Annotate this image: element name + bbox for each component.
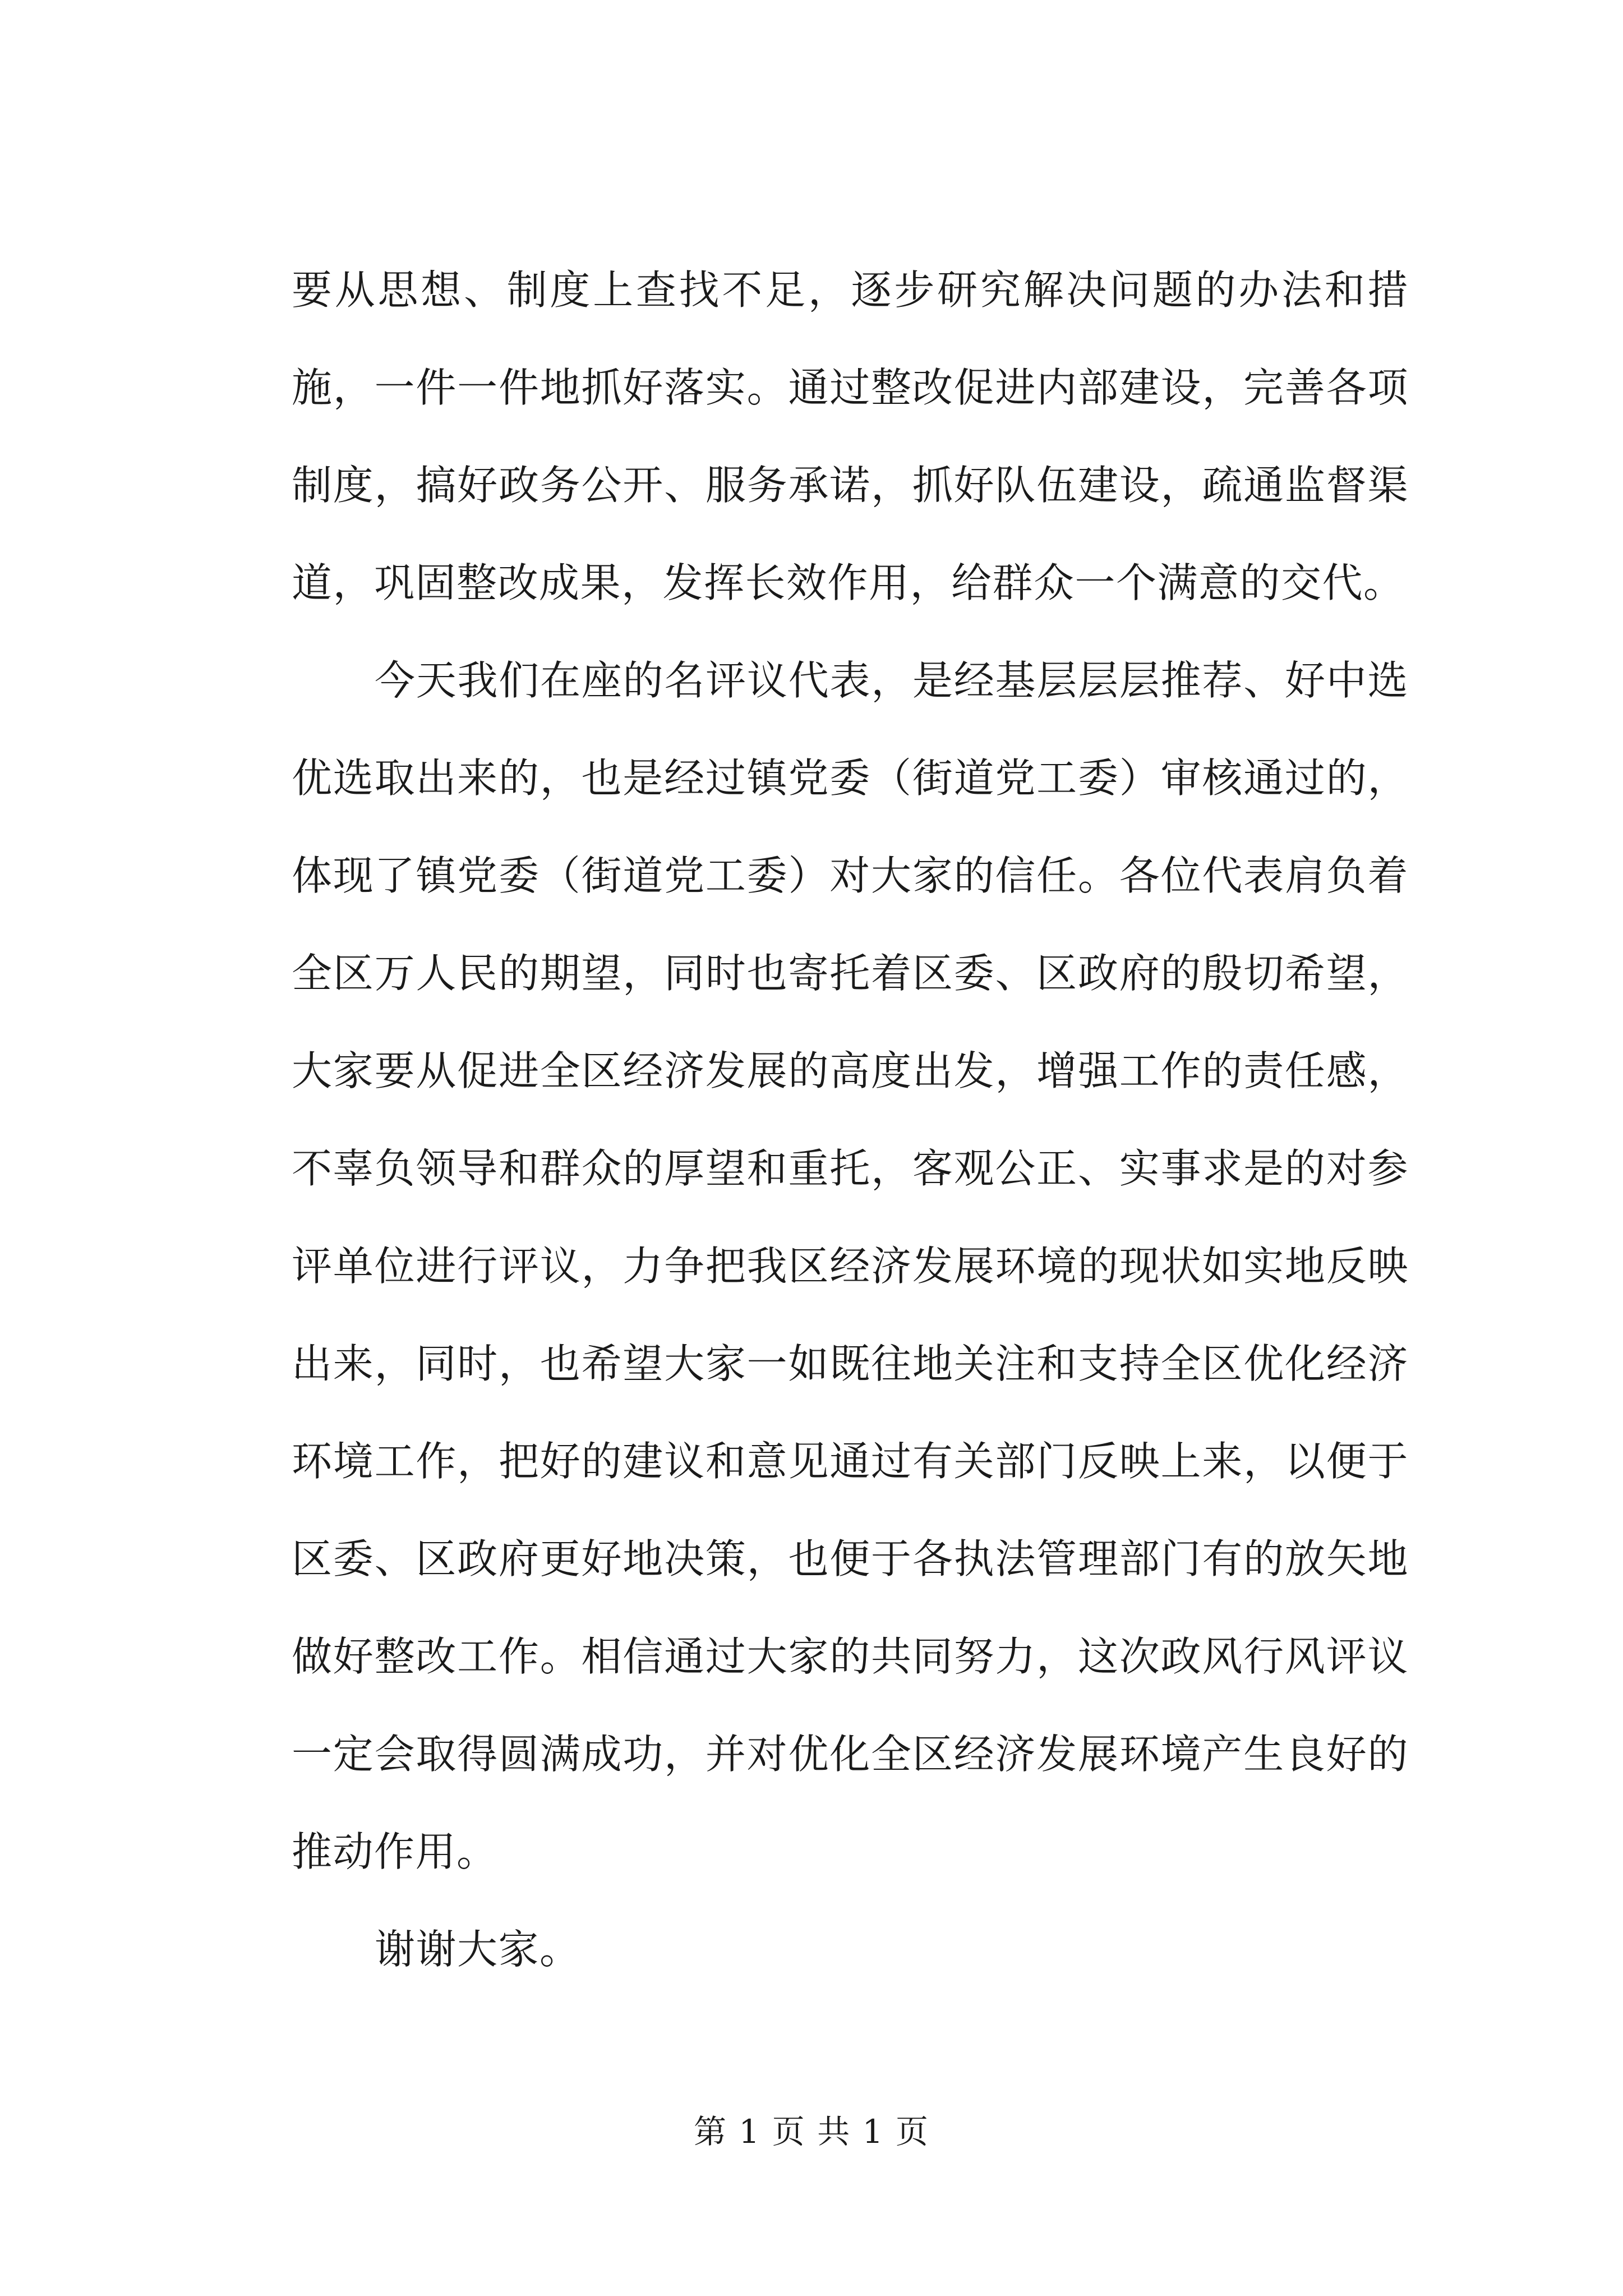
paragraph-closing: 谢谢大家。 xyxy=(375,1926,581,1973)
document-body xyxy=(292,241,1409,1998)
paragraph-representatives: 今天我们在座的名评议代表，是经基层层层推荐、好中选优选取出来的，也是经过镇党委（街道党工委）审核通过的，体现了镇党委（街道党工委）对大家的信任。各位代表肩负着全区万人民的期望，同时也寄托着区委、区政府的殷切希望，大家要从促进全区经济发展的高度出发，增强工作的责任感，不辜负领导和群众的厚望和重托，客观公正、实事求是的对参评单位进行评议，力争把我区经济发展环境的现状如实地反映出来，同时，也希望大家一如既往地关注和支持全区优化经济环境工作，把好的建议和意见通过有关部门反映上来，以便于区委、区政府更好地决策，也便于各执法管理部门有的放矢地做好整改工作。相信通过大家的共同努力，这次政风行风评议一定会取得圆满成功，并对优化全区经济发展环境产生良好的推动作用。 xyxy=(292,657,1409,1875)
paragraph-continuation: 要从思想、制度上查找不足，逐步研究解决问题的办法和措施，一件一件地抓好落实。通过整改促进内部建设，完善各项制度，搞好政务公开、服务承诺，抓好队伍建设，疏通监督渠道，巩固整改成果，发挥长效作用，给群众一个满意的交代。 xyxy=(292,266,1409,606)
page-number-footer: 第 1 页 共 1 页 xyxy=(694,2113,929,2151)
